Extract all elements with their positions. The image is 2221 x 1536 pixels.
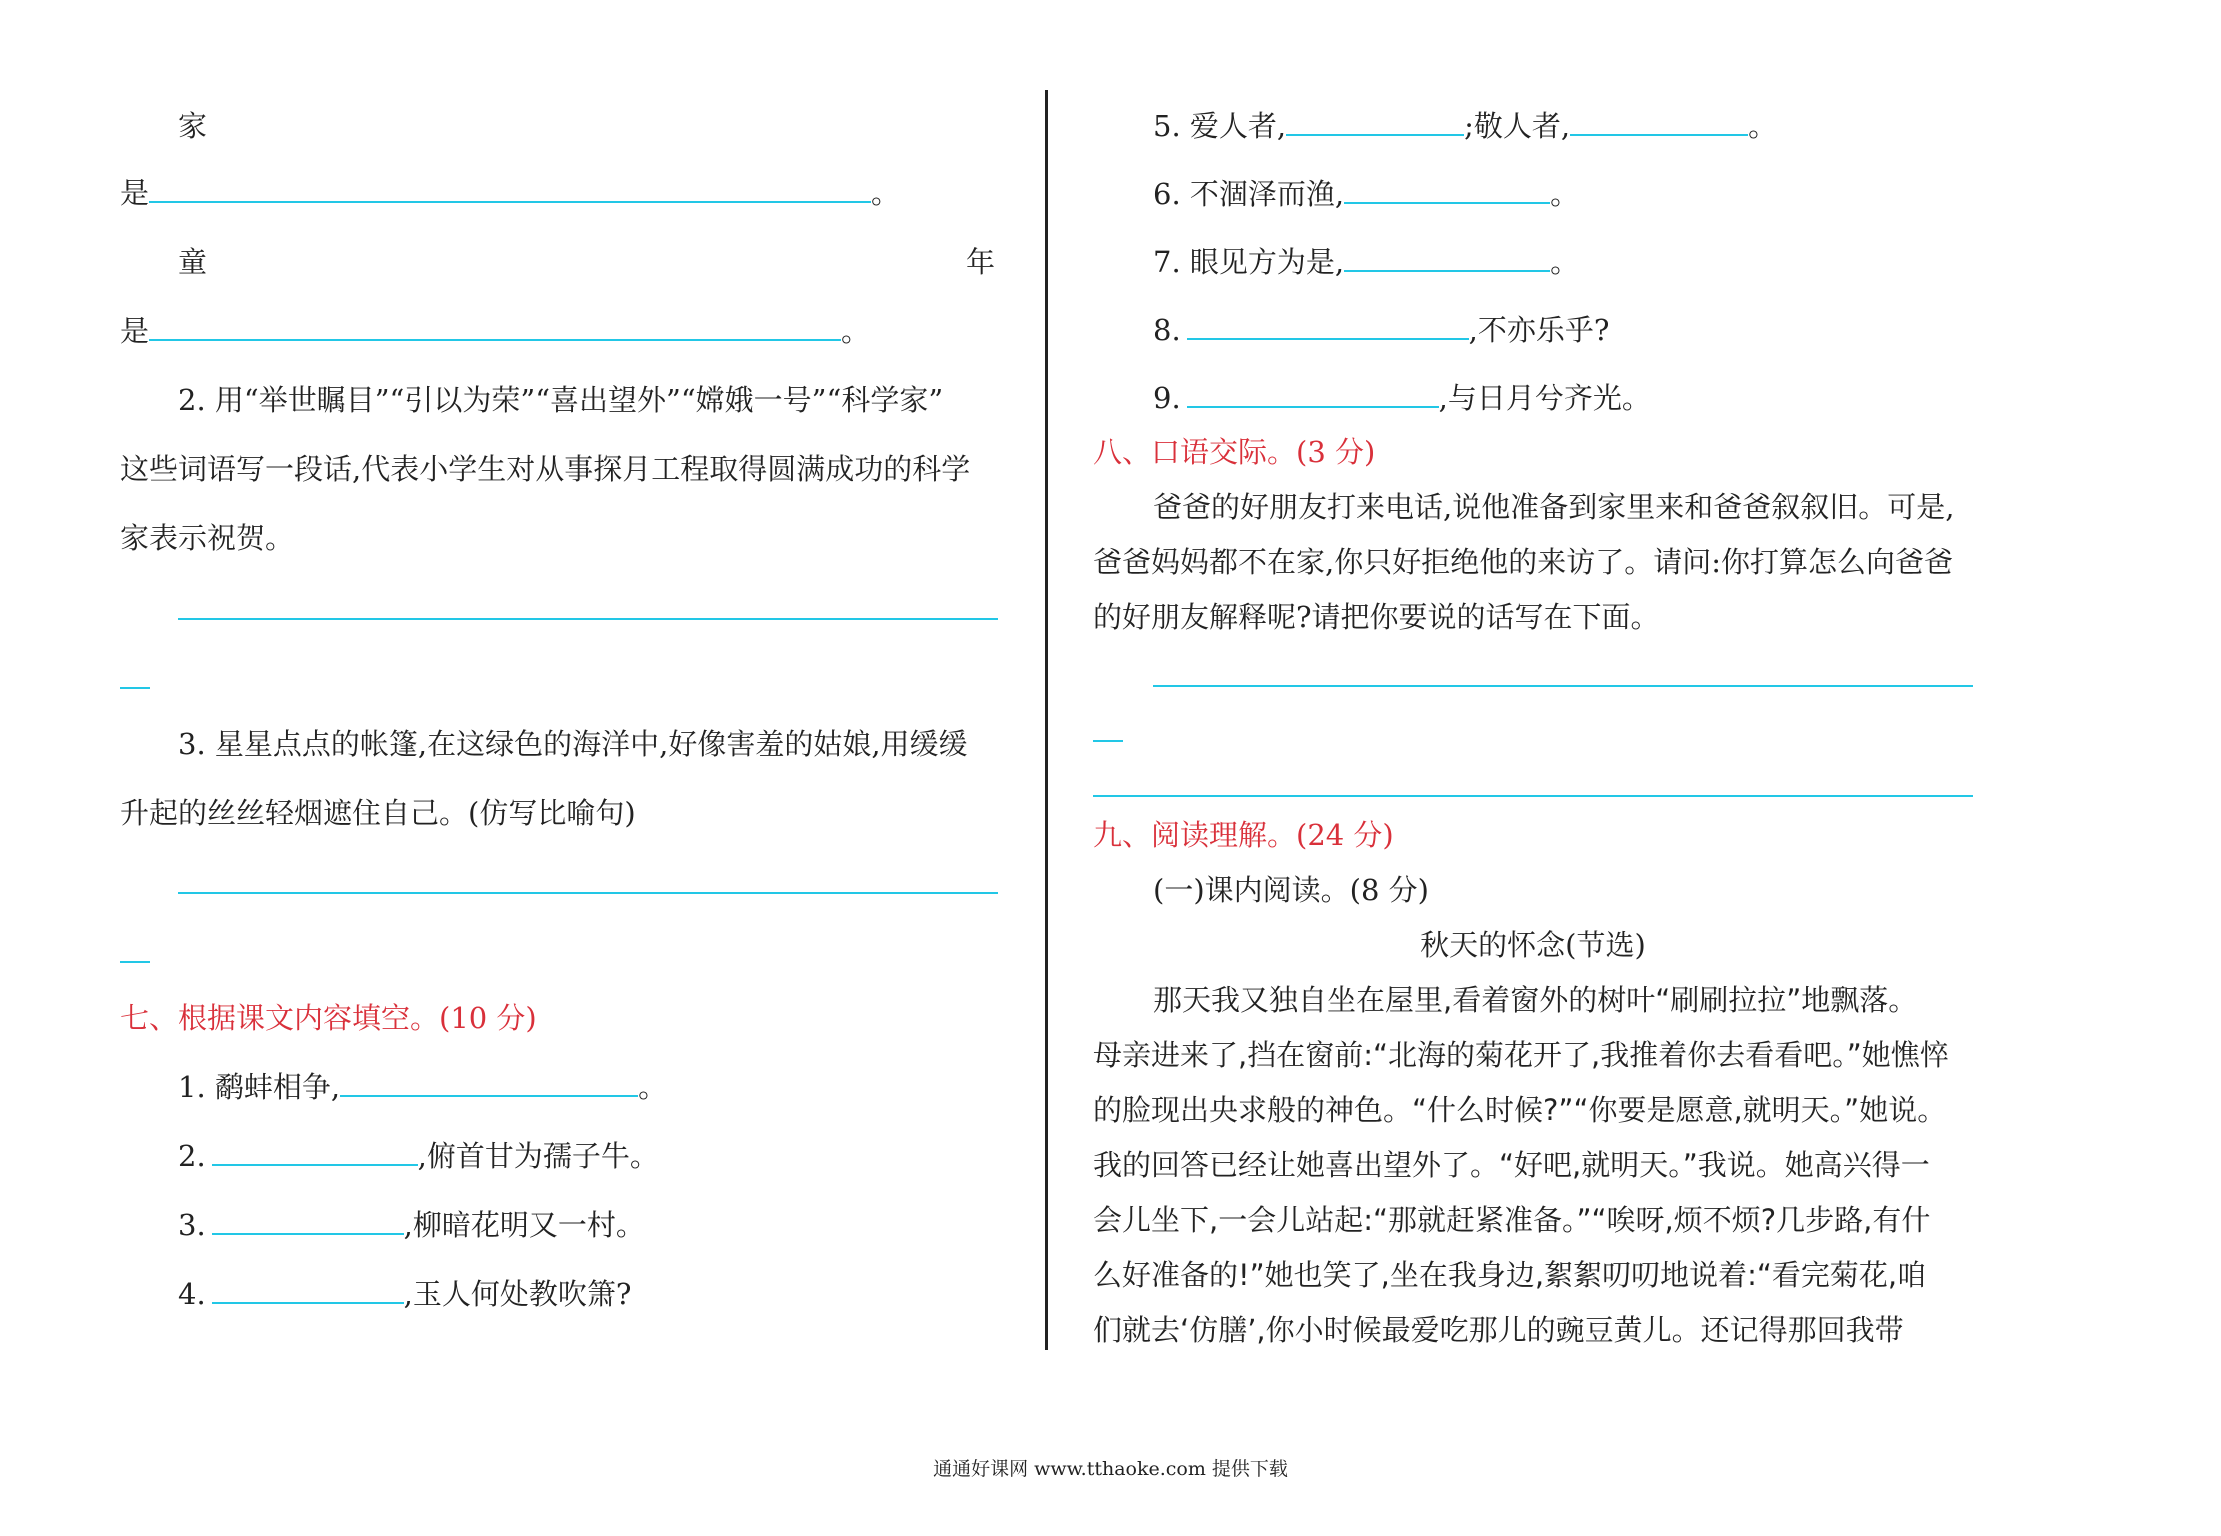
q3-answer-dash xyxy=(120,961,150,963)
s7-item8-blank[interactable] xyxy=(1187,310,1469,340)
column-divider xyxy=(1045,90,1048,1350)
page-footer: 通通好课网 www.tthaoke.com 提供下载 xyxy=(933,1458,1288,1480)
q2-answer-dash xyxy=(120,687,150,689)
s7-item6-blank[interactable] xyxy=(1344,174,1550,204)
q3-answer-line[interactable] xyxy=(178,892,998,894)
s7-item9-suffix: ,与日月兮齐光。 xyxy=(1438,381,1651,415)
s7-item5 xyxy=(1153,106,1777,146)
s8-line2: 爸爸妈妈都不在家,你只好拒绝他的来访了。请问:你打算怎么向爸爸 xyxy=(1093,545,1953,579)
s7-item3-suffix: ,柳暗花明又一村。 xyxy=(403,1208,645,1242)
q1-row3-right: 年 xyxy=(966,245,996,279)
s9-sub-heading: (一)课内阅读。(8 分) xyxy=(1153,873,1429,907)
section7-heading: 七、根据课文内容填空。(10 分) xyxy=(120,1001,537,1035)
s7-item3-prefix: 3. xyxy=(178,1208,206,1242)
s7-item7-suffix: 。 xyxy=(1550,245,1580,279)
s7-item6-prefix: 6. 不涸泽而渔, xyxy=(1153,177,1345,211)
s8-line3: 的好朋友解释呢?请把你要说的话写在下面。 xyxy=(1093,600,1660,634)
q3-line2: 升起的丝丝轻烟遮住自己。(仿写比喻句) xyxy=(120,796,636,830)
q1-row4-prefix: 是 xyxy=(120,314,150,348)
s8-line1: 爸爸的好朋友打来电话,说他准备到家里来和爸爸叙叙旧。可是, xyxy=(1153,490,1955,524)
s7-item9 xyxy=(1153,378,1651,418)
s7-item7 xyxy=(1153,242,1579,282)
q2-answer-line[interactable] xyxy=(178,618,998,620)
s9-passage-title: 秋天的怀念(节选) xyxy=(1420,928,1646,962)
q1-row1-char: 家 xyxy=(178,109,208,143)
s7-item2-prefix: 2. xyxy=(178,1139,206,1173)
s7-item4-prefix: 4. xyxy=(178,1277,206,1311)
s7-item4-suffix: ,玉人何处教吹箫? xyxy=(403,1277,632,1311)
q1-row4-suffix: 。 xyxy=(841,314,871,348)
s7-item2 xyxy=(178,1136,659,1176)
s9-passage-line-3: 的脸现出央求般的神色。“什么时候?”“你要是愿意,就明天。”她说。 xyxy=(1093,1093,1947,1127)
s7-item8-prefix: 8. xyxy=(1153,313,1181,347)
s9-passage-line-7: 们就去‘仿膳’,你小时候最爱吃那儿的豌豆黄儿。还记得那回我带 xyxy=(1093,1313,1904,1347)
s7-item5-blank-b[interactable] xyxy=(1570,106,1748,136)
s7-item1-suffix: 。 xyxy=(638,1070,668,1104)
q2-line2: 这些词语写一段话,代表小学生对从事探月工程取得圆满成功的科学 xyxy=(120,452,971,486)
s7-item1 xyxy=(178,1067,667,1107)
s7-item4 xyxy=(178,1274,631,1314)
section8-heading: 八、口语交际。(3 分) xyxy=(1093,435,1376,469)
s7-item2-blank[interactable] xyxy=(212,1136,418,1166)
s9-passage-line-4: 我的回答已经让她喜出望外了。“好吧,就明天。”我说。她高兴得一 xyxy=(1093,1148,1930,1182)
s8-answer-line-1[interactable] xyxy=(1153,685,1973,687)
s7-item6 xyxy=(1153,174,1579,214)
s7-item5-prefix: 5. 爱人者, xyxy=(1153,109,1287,143)
q1-row4 xyxy=(120,311,870,351)
q1-row2-blank[interactable] xyxy=(149,173,871,203)
s8-answer-line-2[interactable] xyxy=(1093,795,1973,797)
q1-row2-suffix: 。 xyxy=(871,176,901,210)
s7-item5-mid: ;敬人者, xyxy=(1464,109,1571,143)
q1-row2 xyxy=(120,173,900,213)
s7-item1-blank[interactable] xyxy=(340,1067,638,1097)
q1-row4-blank[interactable] xyxy=(149,311,841,341)
section9-heading: 九、阅读理解。(24 分) xyxy=(1093,818,1394,852)
s7-item3-blank[interactable] xyxy=(212,1205,404,1235)
s7-item9-prefix: 9. xyxy=(1153,381,1181,415)
s9-passage-line-2: 母亲进来了,挡在窗前:“北海的菊花开了,我推着你去看看吧。”她憔悴 xyxy=(1093,1038,1949,1072)
q1-row3-left: 童 xyxy=(178,245,208,279)
q2-line3: 家表示祝贺。 xyxy=(120,521,295,555)
q3-line1: 3. 星星点点的帐篷,在这绿色的海洋中,好像害羞的姑娘,用缓缓 xyxy=(178,727,968,761)
q1-row2-prefix: 是 xyxy=(120,176,150,210)
s7-item2-suffix: ,俯首甘为孺子牛。 xyxy=(417,1139,659,1173)
s7-item1-prefix: 1. 鹬蚌相争, xyxy=(178,1070,341,1104)
s7-item7-prefix: 7. 眼见方为是, xyxy=(1153,245,1345,279)
s7-item9-blank[interactable] xyxy=(1187,378,1439,408)
s7-item3 xyxy=(178,1205,645,1245)
s7-item8-suffix: ,不亦乐乎? xyxy=(1468,313,1610,347)
s9-passage-line-6: 么好准备的!”她也笑了,坐在我身边,絮絮叨叨地说着:“看完菊花,咱 xyxy=(1093,1258,1927,1292)
s7-item4-blank[interactable] xyxy=(212,1274,404,1304)
s7-item5-suffix: 。 xyxy=(1748,109,1778,143)
q2-line1: 2. 用“举世瞩目”“引以为荣”“喜出望外”“嫦娥一号”“科学家” xyxy=(178,383,944,417)
s7-item7-blank[interactable] xyxy=(1344,242,1550,272)
s7-item5-blank-a[interactable] xyxy=(1286,106,1464,136)
s7-item8 xyxy=(1153,310,1609,350)
s7-item6-suffix: 。 xyxy=(1550,177,1580,211)
s9-passage-line-1: 那天我又独自坐在屋里,看着窗外的树叶“刷刷拉拉”地飘落。 xyxy=(1153,983,1918,1017)
s9-passage-line-5: 会儿坐下,一会儿站起:“那就赶紧准备。”“唉呀,烦不烦?几步路,有什 xyxy=(1093,1203,1931,1237)
s8-answer-dash xyxy=(1093,740,1123,742)
